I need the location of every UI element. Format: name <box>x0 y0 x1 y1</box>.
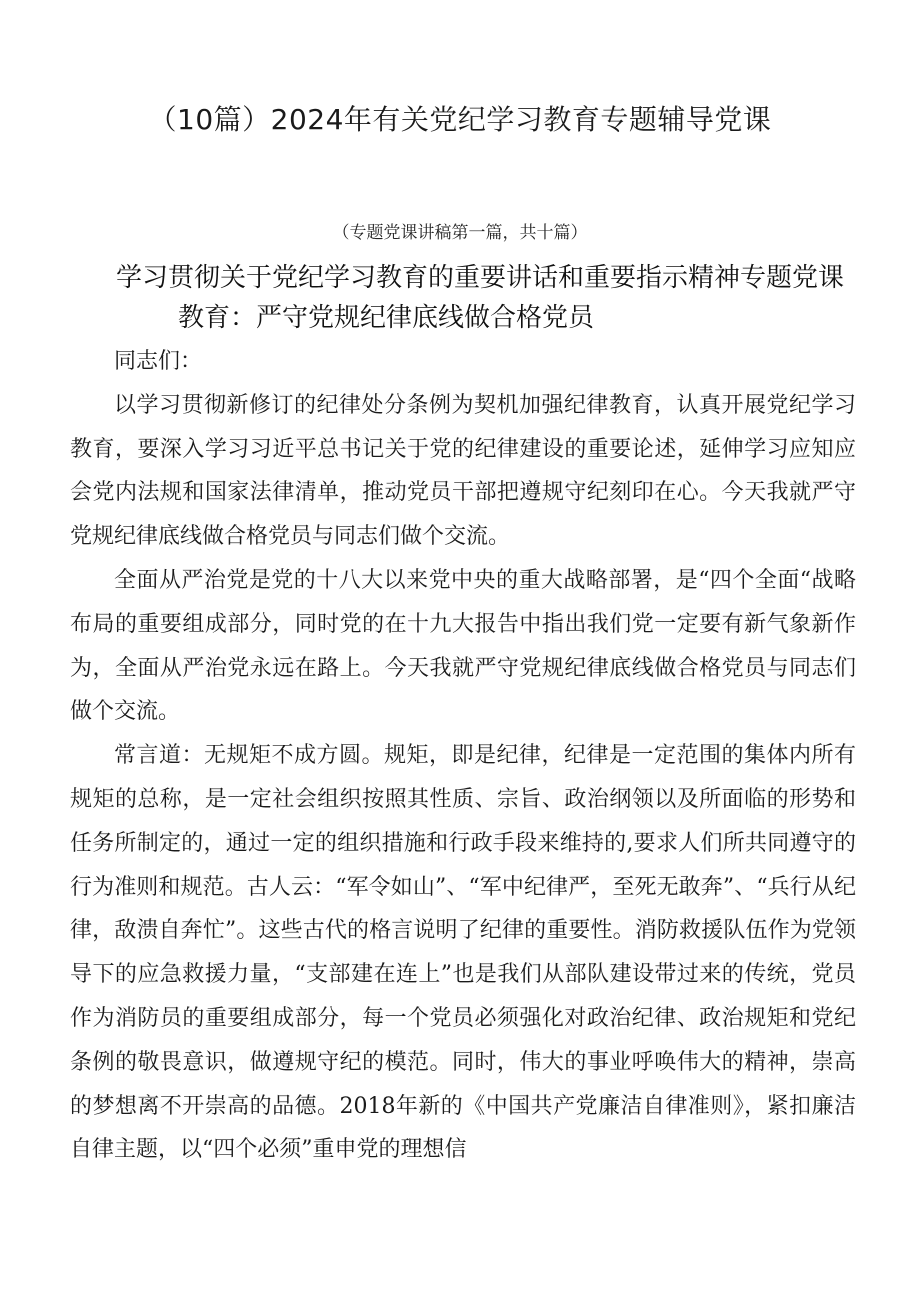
document-title: （10篇）2024年有关党纪学习教育专题辅导党课 <box>148 103 772 136</box>
section-heading <box>0 258 920 338</box>
section-heading-line-2: 教育：严守党规纪律底线做合格党员 <box>178 303 595 333</box>
document-body <box>70 340 856 1172</box>
paragraph-1: 以学习贯彻新修订的纪律处分条例为契机加强纪律教育，认真开展党纪学习教育，要深入学习习近平总书记关于党的纪律建设的重要论述，延伸学习应知应会党内法规和国家法律清单，推动党员干部把遵规守纪刻印在心。今天我就严守党规纪律底线做合格党员与同志们做个交流。 <box>70 392 856 550</box>
section-heading-line-1: 学习贯彻关于党纪学习教育的重要讲话和重要指示精神专题党课 <box>116 263 845 293</box>
document-subtitle: （专题党课讲稿第一篇，共十篇） <box>332 223 588 243</box>
salutation: 同志们： <box>114 349 203 374</box>
paragraph-2: 全面从严治党是党的十八大以来党中央的重大战略部署，是“四个全面“战略布局的重要组成部分，同时党的在十九大报告中指出我们党一定要有新气象新作为，全面从严治党永远在路上。今天我就严守党规纪律底线做合格党员与同志们做个交流。 <box>70 567 856 725</box>
paragraph-3: 常言道：无规矩不成方圆。规矩，即是纪律，纪律是一定范围的集体内所有规矩的总称，是一定社会组织按照其性质、宗旨、政治纲领以及所面临的形势和任务所制定的，通过一定的组织措施和行政手段来维持的,要求人们所共同遵守的行为准则和规范。古人云：“军令如山”、“军中纪律严，至死无敢奔”、“兵行从纪律，敌溃自奔忙”。这些古代的格言说明了纪律的重要性。消防救援队伍作为党领导下的应急救援力量，“支部建在连上”也是我们从部队建设带过来的传统，党员作为消防员的重要组成部分，每一个党员必须强化对政治纪律、政治规矩和党纪条例的敬畏意识，做遵规守纪的模范。同时，伟大的事业呼唤伟大的精神，崇高的梦想离不开崇高的品德。2018年新的《中国共产党廉洁自律准则》，紧扣廉洁自律主题，以“四个必须”重申党的理想信 <box>70 743 856 1163</box>
